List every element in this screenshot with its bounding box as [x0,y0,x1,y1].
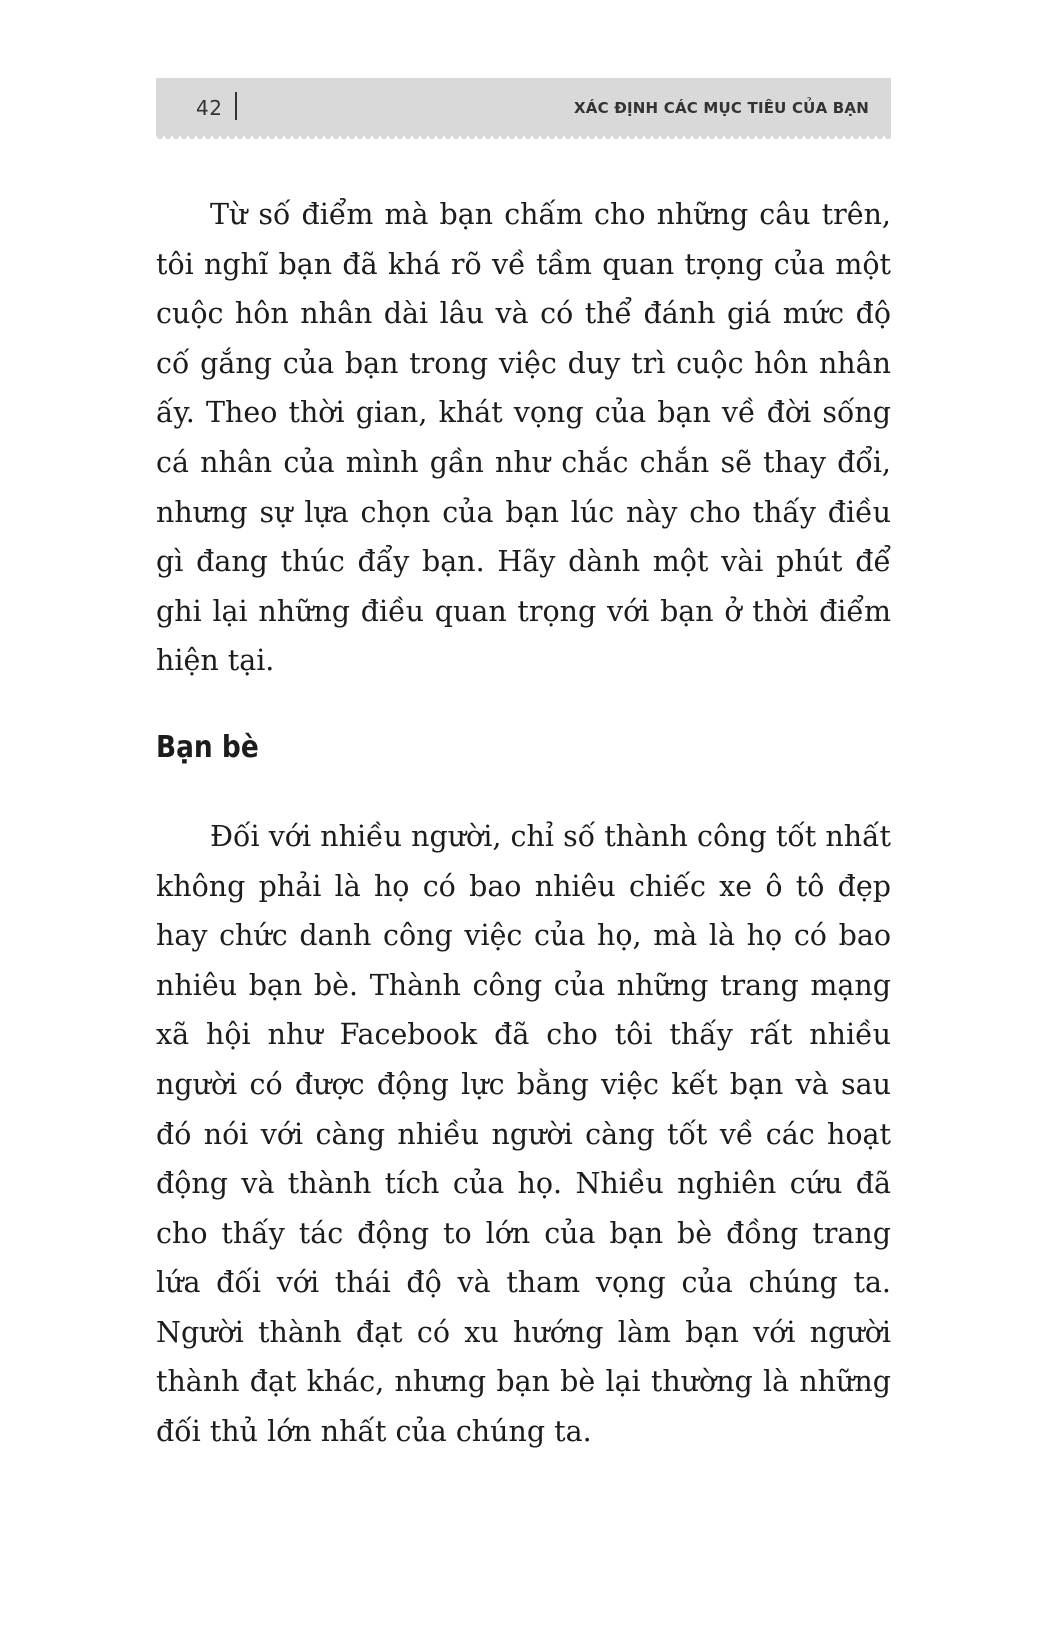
page-body [156,190,891,1457]
section-heading-friends: Bạn bè [156,729,259,765]
header-divider [235,92,237,120]
body-paragraph-1: Từ số điểm mà bạn chấm cho những câu trên, tôi nghĩ bạn đã khá rõ về tầm quan trọng của một cuộc hôn nhân dài lâu và có thể đánh giá mức độ cố gắng của bạn trong việc duy trì cuộc hôn nhân ấy. Theo thời gian, khát vọng của bạn về đời sống cá nhân của mình gần như chắc chắn sẽ thay đổi, nhưng sự lựa chọn của bạn lúc này cho thấy điều gì đang thúc đẩy bạn. Hãy dành một vài phút để ghi lại những điều quan trọng với bạn ở thời điểm hiện tại. [156,198,891,678]
page-number: 42 [196,96,223,120]
chapter-title: XÁC ĐỊNH CÁC MỤC TIÊU CỦA BẠN [574,99,869,117]
body-paragraph-2: Đối với nhiều người, chỉ số thành công tốt nhất không phải là họ có bao nhiêu chiếc xe ô tô đẹp hay chức danh công việc của họ, mà là họ có bao nhiêu bạn bè. Thành công của những trang mạng xã hội như Facebook đã cho tôi thấy rất nhiều người có được động lực bằng việc kết bạn và sau đó nói với càng nhiều người càng tốt về các hoạt động và thành tích của họ. Nhiều nghiên cứu đã cho thấy tác động to lớn của bạn bè đồng trang lứa đối với thái độ và tham vọng của chúng ta. Người thành đạt có xu hướng làm bạn với người thành đạt khác, nhưng bạn bè lại thường là những đối thủ lớn nhất của chúng ta. [156,819,891,1449]
running-header [156,78,891,136]
